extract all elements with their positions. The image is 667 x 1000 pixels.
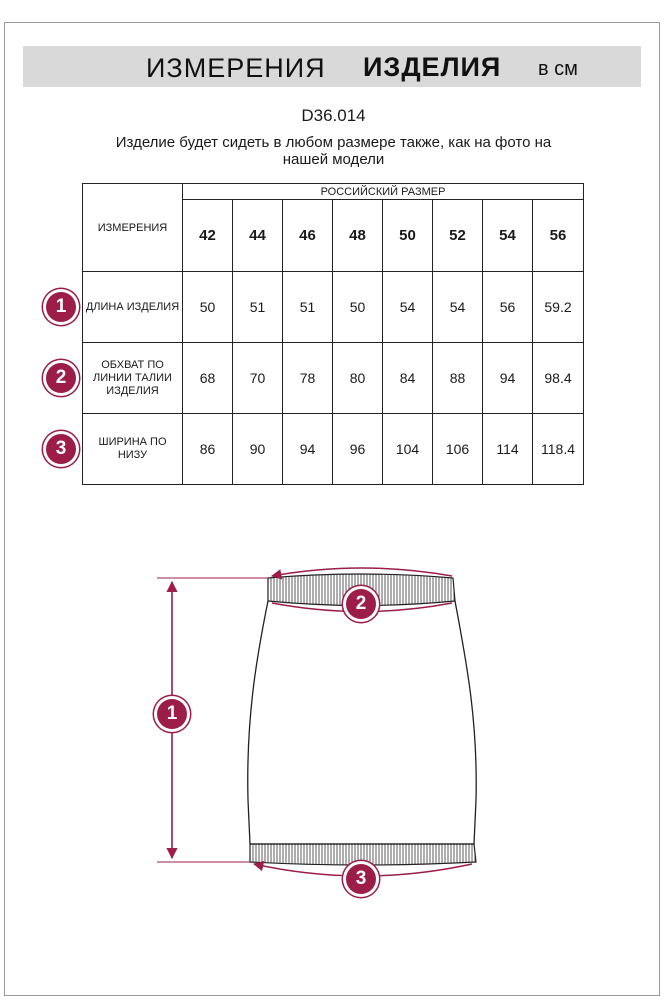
size-header: 42 <box>183 200 233 272</box>
size-group-header: РОССИЙСКИЙ РАЗМЕР <box>183 184 584 200</box>
size-header: 46 <box>283 200 333 272</box>
table-cell: 84 <box>383 343 433 414</box>
row-number-badge: 2 <box>46 363 76 393</box>
size-header: 50 <box>383 200 433 272</box>
title-unit: в см <box>538 58 578 80</box>
table-cell: 96 <box>333 414 383 485</box>
table-cell: 68 <box>183 343 233 414</box>
table-cell: 50 <box>333 272 383 343</box>
table-cell: 104 <box>383 414 433 485</box>
table-cell: 88 <box>433 343 483 414</box>
table-cell: 94 <box>283 414 333 485</box>
table-cell: 90 <box>233 414 283 485</box>
table-cell: 50 <box>183 272 233 343</box>
table-cell: 54 <box>433 272 483 343</box>
size-header: 48 <box>333 200 383 272</box>
size-header: 52 <box>433 200 483 272</box>
table-cell: 54 <box>383 272 433 343</box>
row-label-waist: ОБХВАТ ПО ЛИНИИ ТАЛИИ ИЗДЕЛИЯ <box>83 343 183 414</box>
diagram-marker-length: 1 <box>157 699 187 729</box>
size-header: 44 <box>233 200 283 272</box>
table-cell: 86 <box>183 414 233 485</box>
title-measurements: ИЗМЕРЕНИЯ <box>146 53 326 83</box>
table-cell: 70 <box>233 343 283 414</box>
table-cell: 98.4 <box>533 343 584 414</box>
table-cell: 78 <box>283 343 333 414</box>
row-number-badge: 1 <box>46 292 76 322</box>
diagram-marker-hem: 3 <box>346 864 376 894</box>
table-cell: 94 <box>483 343 533 414</box>
diagram-marker-waist: 2 <box>346 589 376 619</box>
row-label-hem-width: ШИРИНА ПО НИЗУ <box>83 414 183 485</box>
row-number-badge: 3 <box>46 434 76 464</box>
table-cell: 51 <box>233 272 283 343</box>
fit-note: Изделие будет сидеть в любом размере также, как на фото на нашей модели <box>115 134 552 168</box>
table-cell: 118.4 <box>533 414 584 485</box>
table-cell: 59.2 <box>533 272 584 343</box>
table-cell: 51 <box>283 272 333 343</box>
table-cell: 80 <box>333 343 383 414</box>
size-header: 56 <box>533 200 584 272</box>
table-cell: 114 <box>483 414 533 485</box>
row-label-length: ДЛИНА ИЗДЕЛИЯ <box>83 272 183 343</box>
size-header: 54 <box>483 200 533 272</box>
product-code: D36.014 <box>301 106 366 125</box>
hem-band <box>250 844 476 865</box>
measure-header: ИЗМЕРЕНИЯ <box>83 184 183 272</box>
skirt-body <box>248 601 476 844</box>
title-product: ИЗДЕЛИЯ <box>363 52 502 82</box>
table-cell: 56 <box>483 272 533 343</box>
table-cell: 106 <box>433 414 483 485</box>
